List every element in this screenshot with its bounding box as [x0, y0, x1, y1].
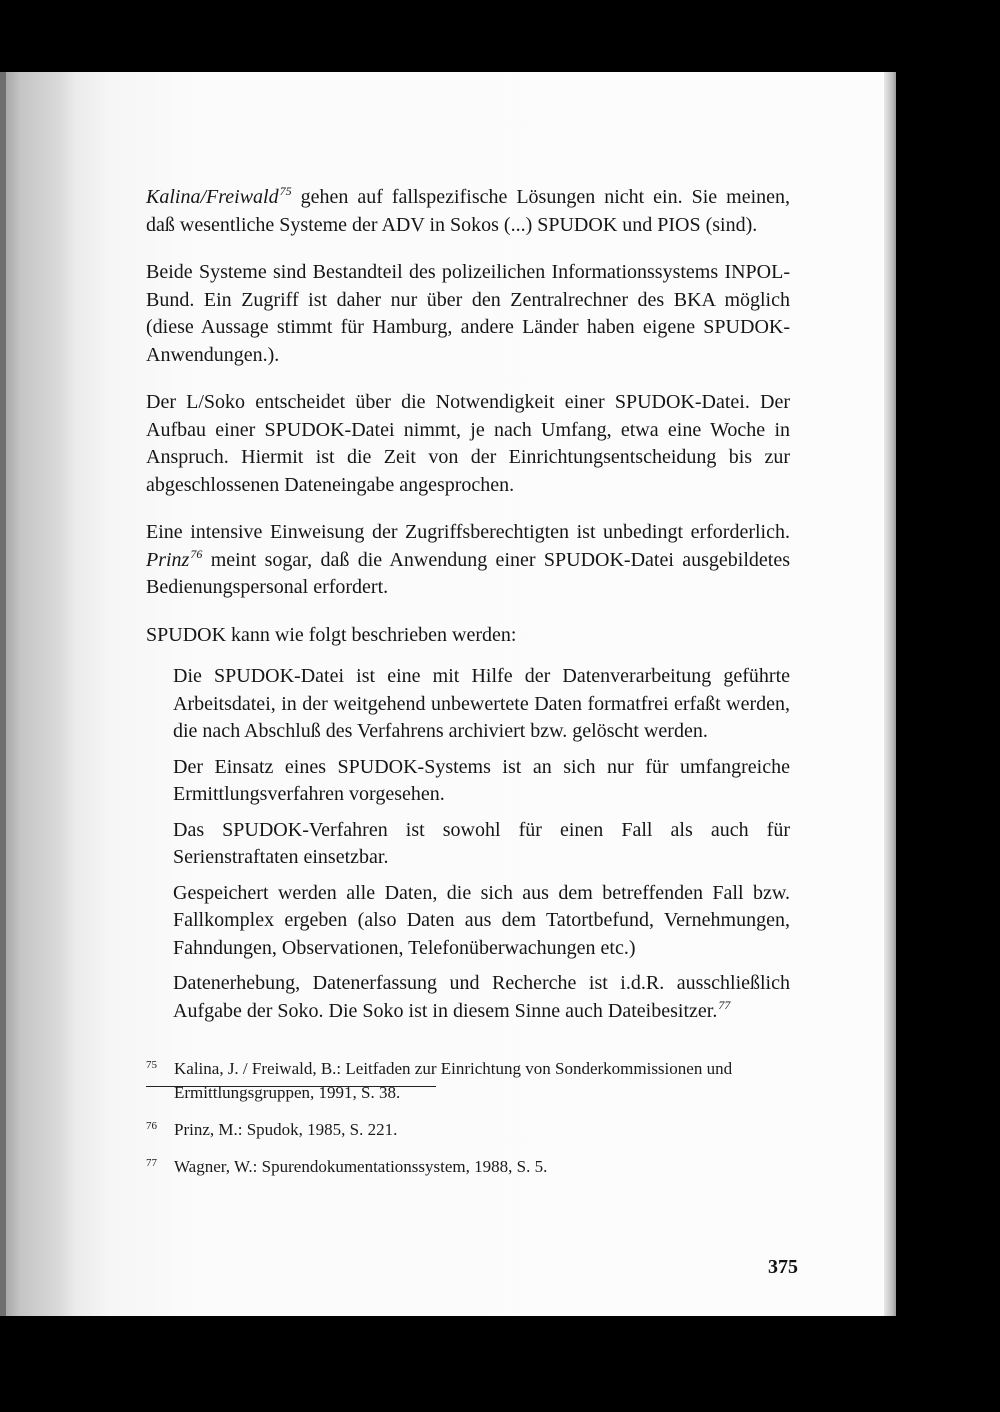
- page-edge: [884, 72, 896, 1316]
- list-item: [146, 880, 790, 963]
- footnote-number: 76: [146, 1120, 157, 1132]
- footnote-text: Kalina, J. / Freiwald, B.: Leitfaden zur Einrichtung von Sonderkommissionen und Ermittlungsgruppen, 1991, S. 38.: [174, 1059, 733, 1102]
- footnote-77: [146, 1155, 790, 1179]
- spudok-bullet-list: [146, 663, 790, 1025]
- list-item-text: Der Einsatz eines SPUDOK-Systems ist an sich nur für umfangreiche Ermittlungsverfahren vorgesehen.: [173, 755, 790, 805]
- footnote-76: [146, 1118, 790, 1142]
- footnote-number: 75: [146, 1059, 157, 1071]
- list-item-text: Gespeichert werden alle Daten, die sich aus dem betreffenden Fall bzw. Fallkomplex ergeben (also Daten aus dem Tatortbefund, Vernehmungen, Fahndungen, Observationen, Telefonüberwachungen etc.): [173, 881, 790, 959]
- author-kalina-freiwald: Kalina/Freiwald: [146, 186, 279, 208]
- footnote-ref-76[interactable]: 76: [190, 546, 203, 561]
- book-page: [0, 72, 896, 1316]
- paragraph-kalina-text: gehen auf fallspezifische Lösungen nicht ein. Sie meinen, daß wesentliche Systeme der ADV in Sokos (...) SPUDOK und PIOS (sind).: [146, 186, 790, 236]
- paragraph-einweisung: [146, 519, 790, 602]
- list-item: [146, 970, 790, 1025]
- list-item-text: Datenerhebung, Datenerfassung und Recherche ist i.d.R. ausschließlich Aufgabe der Soko. Die Soko ist in diesem Sinne auch Dateibesitzer.: [173, 972, 790, 1022]
- footnote-text: Prinz, M.: Spudok, 1985, S. 221.: [174, 1120, 398, 1139]
- book-gutter: [0, 72, 6, 1316]
- body-text: [146, 184, 790, 1033]
- list-item: [146, 663, 790, 746]
- footnote-ref-75[interactable]: 75: [279, 184, 292, 199]
- page-number: 375: [768, 1256, 798, 1278]
- footnote-number: 77: [146, 1157, 157, 1169]
- list-item: [146, 817, 790, 872]
- list-item-text: Die SPUDOK-Datei ist eine mit Hilfe der Datenverarbeitung geführte Arbeitsdatei, in der weitgehend unbewertete Daten formatfrei erfaßt werden, die nach Abschluß des Verfahrens archiviert bzw. gelöscht werden.: [173, 665, 790, 742]
- author-prinz: Prinz: [146, 548, 190, 571]
- paragraph-einweisung-start: Eine intensive Einweisung der Zugriffsberechtigten ist unbedingt erforderlich.: [146, 521, 790, 543]
- footnote-75: [146, 1057, 790, 1105]
- list-item-text: Das SPUDOK-Verfahren ist sowohl für einen Fall als auch für Serienstraftaten einsetzbar.: [173, 818, 790, 868]
- list-item: [146, 754, 790, 809]
- paragraph-inpol: Beide Systeme sind Bestandteil des polizeilichen Informationssystems INPOL-Bund. Ein Zugriff ist daher nur über den Zentralrechner des BKA möglich (diese Aussage stimmt für Hamburg, andere Länder haben eigene SPUDOK-Anwendungen.).: [146, 261, 790, 366]
- paragraph-einweisung-end: meint sogar, daß die Anwendung einer SPUDOK-Datei ausgebildetes Bedienungspersonal erfordert.: [146, 548, 790, 598]
- footnote-ref-77[interactable]: 77: [718, 997, 731, 1012]
- footnote-text: Wagner, W.: Spurendokumentationssystem, 1988, S. 5.: [174, 1157, 548, 1176]
- paragraph-spudok-intro: SPUDOK kann wie folgt beschrieben werden:: [146, 623, 517, 646]
- footnotes: [146, 1057, 790, 1192]
- paragraph-kalina: [146, 184, 790, 239]
- paragraph-lsoko: Der L/Soko entscheidet über die Notwendigkeit einer SPUDOK-Datei. Der Aufbau einer SPUDOK-Datei nimmt, je nach Umfang, etwa eine Woche in Anspruch. Hiermit ist die Zeit von der Einrichtungsentscheidung bis zur abgeschlossenen Dateneingabe angesprochen.: [146, 391, 790, 496]
